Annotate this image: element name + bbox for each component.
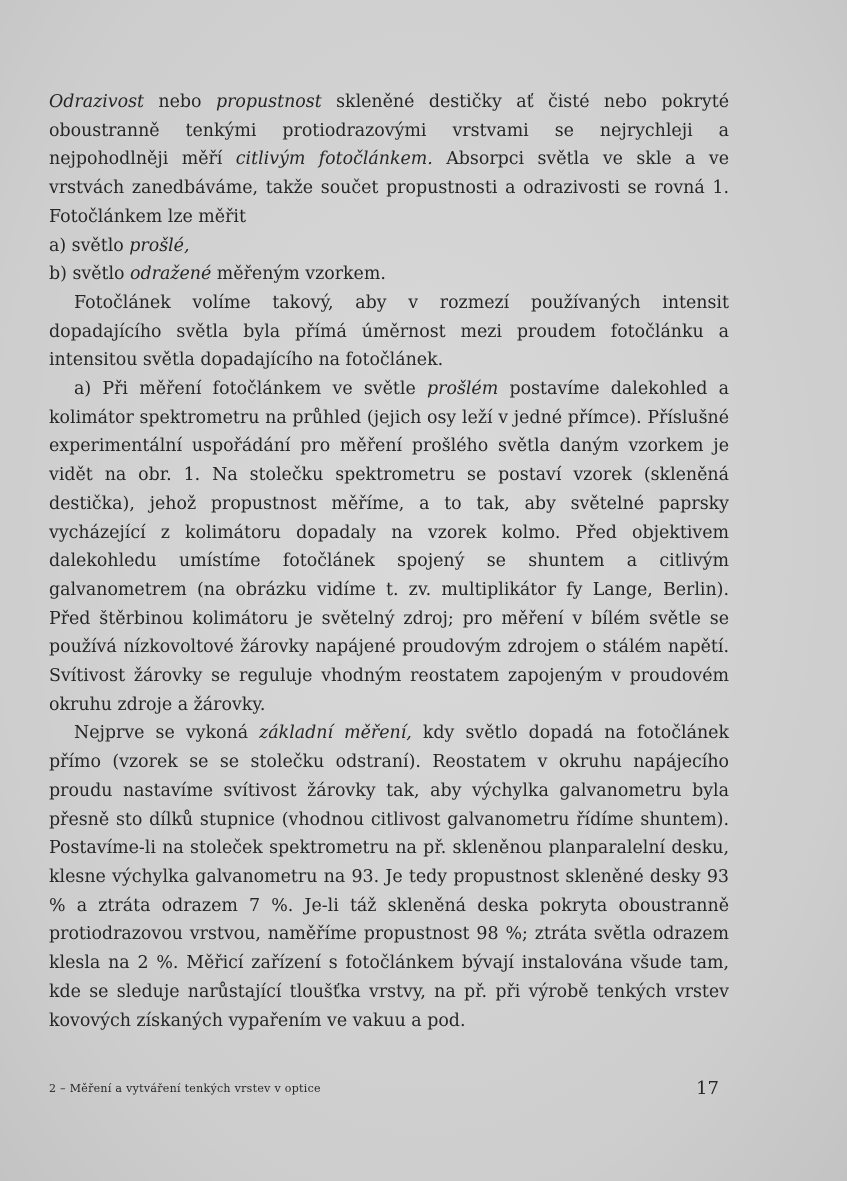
list-item-label: a) světlo [49,235,130,256]
body-text [49,88,729,1035]
list-item-term: prošlé, [129,235,190,256]
paragraph-3 [49,375,729,719]
text-run: kdy světlo dopadá na fotočlánek přímo (vzorek se se stolečku odstraní). Reostatem v okruhu napájecího proudu nastavíme svítivost žárovky tak, aby výchylka galvanometru byla přesně sto dílků stupnice (vhodnou citlivost galvanometru řídíme shuntem). Postavíme-li na stoleček spektrometru na př. skleněnou planparalelní desku, klesne výchylka galvanometru na 93. Je tedy propustnost skleněné desky 93 % a ztráta odrazem 7 %. Je-li táž skleněná deska pokryta oboustranně protiodrazovou vrstvou, naměříme propustnost 98 %; ztráta světla odrazem klesla na 2 %. Měřicí zařízení s fotočlánkem bývají instalována všude tam, kde se sleduje narůstající tloušťka vrstvy, na př. při výrobě tenkých vrstev kovových získaných vypařením ve vakuu a pod. [49,723,729,1031]
term-transmitted: prošlém [427,379,499,400]
list-item-a [49,232,729,261]
text-run: Nejprve se vykoná [74,723,260,744]
list-item-label: b) světlo [49,264,131,285]
term-transmittance: propustnost [215,92,322,112]
text-run: postavíme dalekohled a kolimátor spektrometru na průhled (jejich osy leží v jedné přímce). Příslušné experimentální uspořádání pro měření prošlého světla daným vzorkem je vidět na obr. 1. Na stolečku spektrometru se postaví vzorek (skleněná destička), jehož propustnost měříme, a to tak, aby světelné paprsky vycházející z kolimátoru dopadaly na vzorek kolmo. Před objektivem dalekohledu umístíme fotočlánek spojený se shuntem a citlivým galvanometrem (na obrázku vidíme t. zv. multiplikátor fy Lange, Berlin). Před štěrbinou kolimátoru je světelný zdroj; pro měření v bílém světle se používá nízkovoltové žárovky napájené proudovým zdrojem o stálém napětí. Svítivost žárovky se reguluje vhodným reostatem zapojeným v proudovém okruhu zdroje a žárovky. [49,379,729,715]
text-run: skleněné destičky ať čisté nebo pokryté oboustranně tenkými protiodrazovými vrstvami se nejrychleji a nejpohodlněji měří [49,92,729,170]
text-run: nebo [144,92,216,112]
term-photocell: citlivým fotočlánkem. [235,149,433,170]
list-item-suffix: měřeným vzorkem. [211,264,386,285]
paragraph-1 [49,88,729,232]
paragraph-4 [49,719,729,1035]
signature-mark: 2 – Měření a vytváření tenkých vrstev v optice [49,1082,321,1095]
text-run: Absorpci světla ve skle a ve vrstvách zanedbáváme, takže součet propustnosti a odrazivosti se rovná 1. Fotočlánkem lze měřit [49,149,729,227]
list-item-b [49,260,729,289]
paragraph-2: Fotočlánek volíme takový, aby v rozmezí používaných intensit dopadajícího světla byla přímá úměrnost mezi proudem fotočlánku a intensitou světla dopadajícího na fotočlánek. [49,292,729,371]
term-basic-measurement: základní měření, [259,723,412,744]
text-run: a) Při měření fotočlánkem ve světle [74,379,428,400]
page-footer [49,1078,719,1106]
term-reflectance: Odrazivost [49,92,145,112]
page-number: 17 [696,1078,719,1099]
list-item-term: odražené [130,264,212,285]
